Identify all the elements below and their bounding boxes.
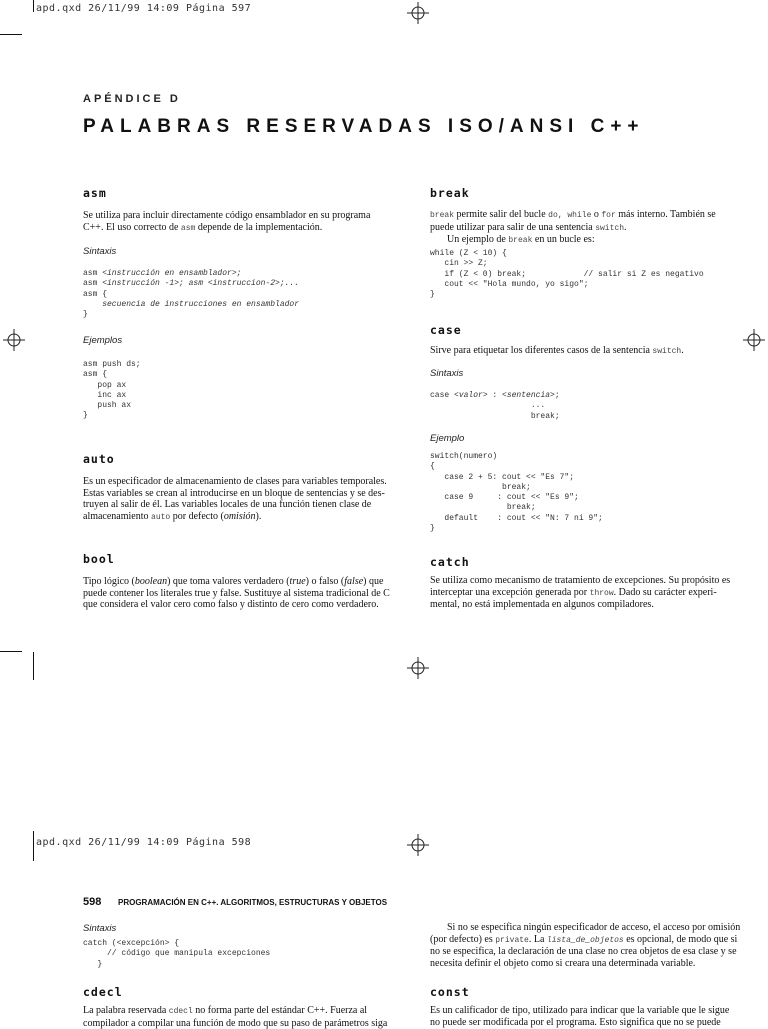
heading-const: const xyxy=(430,985,470,999)
case-ejemplo-label: Ejemplo xyxy=(430,433,465,444)
asm-description: Se utiliza para incluir directamente código ensamblador en su programa C++. El uso correcto de asm depende de la implementación. xyxy=(83,210,371,233)
crop-mark xyxy=(0,34,22,35)
cdecl-description: La palabra reservada cdecl no forma parte del estándar C++. Fuerza al compilador a compilar una función de modo que su paso de parámetros siga xyxy=(83,1005,388,1029)
asm-syntax-code: asm <instrucción en ensamblador>; asm <instrucción -1>; asm <instruccion-2>;... asm { secuencia de instrucciones en ensamblador } xyxy=(83,269,300,320)
registration-mark-icon xyxy=(3,329,25,351)
running-head: PROGRAMACIÓN EN C++. ALGORITMOS, ESTRUCTURAS Y OBJETOS xyxy=(118,898,388,907)
break-description: break permite salir del bucle do, while o for más interno. También se puede utilizar para salir de una sentencia switch. Un ejemplo de break en un bucle es: xyxy=(430,209,716,245)
page-number: 598 xyxy=(83,896,102,908)
file-slug: apd.qxd 26/11/99 14:09 Página 597 xyxy=(36,3,252,14)
case-sintaxis-label: Sintaxis xyxy=(430,368,464,379)
catch-description: Se utiliza como mecanismo de tratamiento de excepciones. Su propósito es interceptar una excepción generada por throw. Dado su carácter experi- mental, no está implementada en algunos compiladores. xyxy=(430,575,731,610)
heading-cdecl: cdecl xyxy=(83,985,123,999)
crop-mark xyxy=(33,652,34,680)
catch-syntax-code: catch (<excepción> { // código que manipula excepciones } xyxy=(83,939,271,969)
asm-sintaxis-label: Sintaxis xyxy=(83,246,117,257)
heading-bool: bool xyxy=(83,552,115,566)
bool-description: Tipo lógico (boolean) que toma valores verdadero (true) o falso (false) que puede contener los literales true y false. Sustituye al sistema tradicional de C que considera el valor cero como falso y distinto de cero como verdadero. xyxy=(83,576,390,610)
asm-ejemplos-label: Ejemplos xyxy=(83,335,123,346)
crop-mark xyxy=(33,831,34,861)
crop-mark xyxy=(33,0,34,12)
const-description: Es un calificador de tipo, utilizado para indicar que la variable que le sigue no puede ser modificada por el programa. Esto significa que no se puede xyxy=(430,1005,730,1028)
catch-sintaxis-label: Sintaxis xyxy=(83,923,117,934)
registration-mark-icon xyxy=(407,657,429,679)
break-example-code: while (Z < 10) { cin >> Z; if (Z < 0) break; // salir si Z es negativo cout << "Hola mundo, yo sigo"; } xyxy=(430,249,704,300)
case-syntax-code: case <valor> : <sentencia>; ... break; xyxy=(430,391,560,421)
file-slug-2: apd.qxd 26/11/99 14:09 Página 598 xyxy=(36,837,252,848)
heading-catch: catch xyxy=(430,555,470,569)
page-title: PALABRAS RESERVADAS ISO/ANSI C++ xyxy=(83,116,645,137)
case-example-code: switch(numero) { case 2 + 5: cout << "Es 7"; break; case 9 : cout << "Es 9"; break; default : cout << "N: 7 ni 9"; } xyxy=(430,452,603,534)
heading-asm: asm xyxy=(83,186,107,200)
heading-break: break xyxy=(430,186,470,200)
auto-description: Es un especificador de almacenamiento de clases para variables temporales. Estas variables se crean al introducirse en un bloque de sentencias y se des- truyen al salir de él. Las variables locales de una función tienen clase de almacenamiento auto por defecto (omisión). xyxy=(83,476,387,522)
registration-mark-icon xyxy=(407,834,429,856)
case-description: Sirve para etiquetar los diferentes casos de la sentencia switch. xyxy=(430,345,684,356)
crop-mark xyxy=(0,651,22,652)
heading-case: case xyxy=(430,323,462,337)
class-access-paragraph: Si no se especifica ningún especificador de acceso, el acceso por omisión (por defecto) es private. La lista_de_objetos es opcional, de modo que si no se especifica, la declaración de una clase no crea objetos de esa clase y se necesita definir el objeto como si creara una determinada variable. xyxy=(430,922,741,969)
asm-example-code: asm push ds; asm { pop ax inc ax push ax } xyxy=(83,360,141,421)
appendix-label: APÉNDICE D xyxy=(83,93,181,105)
heading-auto: auto xyxy=(83,452,115,466)
registration-mark-icon xyxy=(407,2,429,24)
